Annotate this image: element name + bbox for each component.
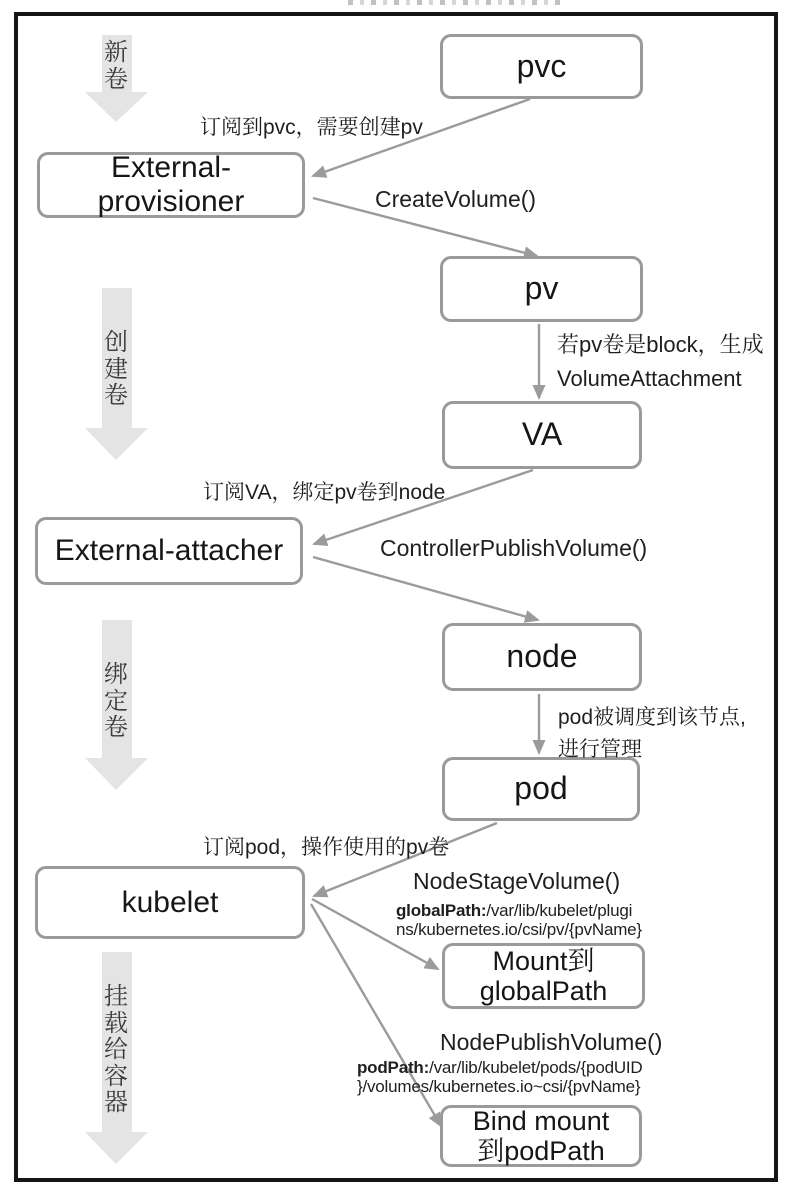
box-node-label: node (506, 638, 578, 675)
edge-label-pod-scheduled (558, 702, 746, 766)
edge-label-nodestagevolume: NodeStageVolume() (413, 868, 621, 894)
edge-label-pod-scheduled-line2: 进行管理 (558, 738, 642, 761)
box-mount-globalpath-line2: globalPath (479, 976, 608, 1006)
edge-label-block-va-line1: 若pv卷是block，生成 (557, 332, 764, 357)
box-bind-podpath (440, 1105, 642, 1167)
podpath-key: podPath: (357, 1058, 430, 1077)
box-bind-podpath-line2: 到podPath (477, 1136, 605, 1166)
edge-label-podpath (357, 1058, 643, 1096)
arrow-attacher-to-node (313, 557, 538, 620)
box-pod-label: pod (514, 770, 568, 807)
box-bind-podpath-line1: Bind mount (472, 1105, 610, 1136)
globalpath-key: globalPath: (396, 901, 487, 920)
globalpath-value-line1: /var/lib/kubelet/plugi (486, 901, 633, 920)
edge-label-globalpath (396, 901, 642, 939)
edge-label-createvolume: CreateVolume() (375, 186, 537, 212)
edge-label-nodepublishvolume: NodePublishVolume() (440, 1029, 663, 1055)
edge-label-subscribe-pvc: 订阅到pvc，需要创建pv (200, 116, 423, 139)
box-kubelet (35, 866, 305, 939)
box-external-attacher (35, 517, 303, 585)
edge-label-block-va (557, 328, 764, 396)
box-pod (442, 757, 640, 821)
phase-label-mount-to-container: 挂载给容器 (104, 983, 128, 1116)
box-node (442, 623, 642, 691)
box-mount-globalpath-line1: Mount到 (492, 945, 595, 976)
phase-label-new-volume: 新卷 (104, 39, 128, 93)
box-external-provisioner-line1: External- (110, 151, 232, 185)
edge-label-subscribe-pod: 订阅pod，操作使用的pv卷 (203, 836, 450, 859)
phase-label-create-volume: 创建卷 (104, 329, 128, 409)
edge-label-block-va-line2: VolumeAttachment (557, 366, 742, 391)
box-va (442, 401, 642, 469)
box-external-attacher-label: External-attacher (54, 534, 284, 568)
box-pvc (440, 34, 643, 99)
box-external-provisioner (37, 152, 305, 218)
box-kubelet-label: kubelet (121, 885, 219, 919)
box-pv-label: pv (524, 270, 559, 307)
box-va-label: VA (521, 416, 563, 453)
podpath-value-line2: }/volumes/kubernetes.io~csi/{pvName} (357, 1077, 641, 1096)
box-pvc-label: pvc (516, 47, 567, 84)
edge-label-subscribe-va: 订阅VA，绑定pv卷到node (203, 481, 446, 504)
box-pv (440, 256, 643, 322)
edge-label-pod-scheduled-line1: pod被调度到该节点, (558, 706, 746, 729)
box-mount-globalpath (442, 943, 645, 1009)
podpath-value-line1: /var/lib/kubelet/pods/{podUID (429, 1058, 643, 1077)
globalpath-value-line2: ns/kubernetes.io/csi/pv/{pvName} (396, 920, 642, 939)
phase-label-bind-volume: 绑定卷 (104, 661, 128, 741)
box-external-provisioner-line2: provisioner (97, 185, 245, 218)
edge-label-controllerpublishvolume: ControllerPublishVolume() (380, 535, 648, 561)
